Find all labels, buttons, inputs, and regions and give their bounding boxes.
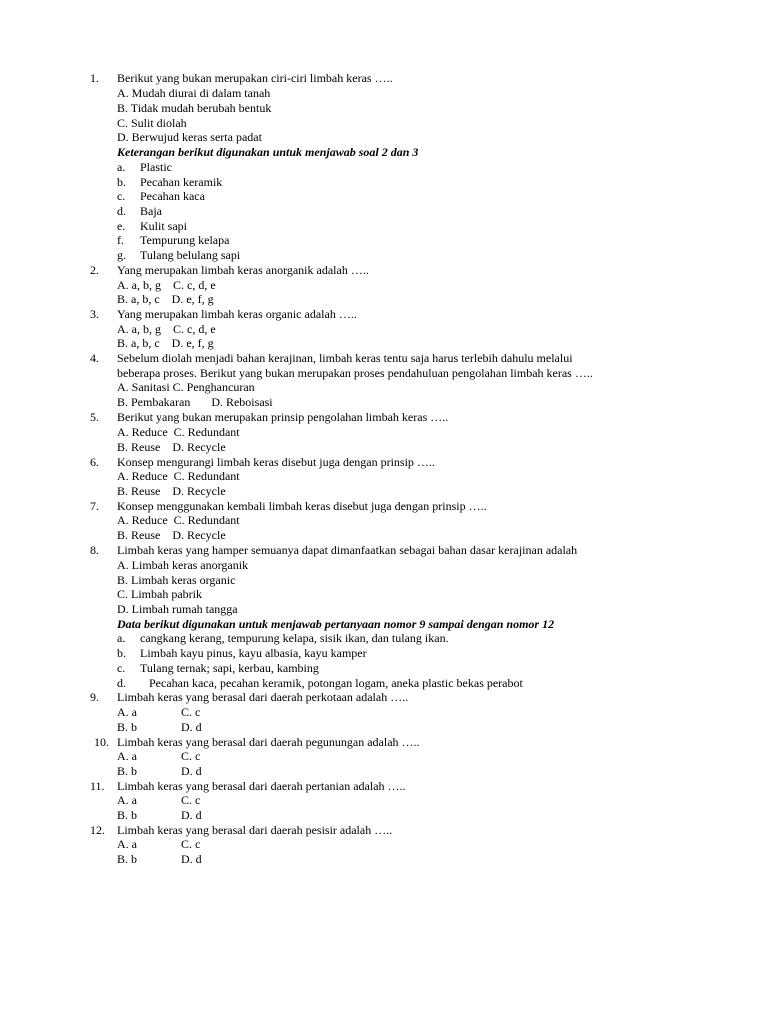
question-9-option-b: B. b	[117, 720, 138, 734]
list2-item-label: a.	[117, 631, 126, 645]
question-11-number: 11.	[90, 779, 105, 793]
question-10-option-a: A. a	[117, 749, 137, 763]
question-2-options-row-1: A. a, b, g C. c, d, e	[117, 278, 216, 292]
instruction-note-1: Keterangan berikut digunakan untuk menjawab soal 2 dan 3	[117, 145, 419, 159]
question-5-options-row-1: A. Reduce C. Redundant	[117, 425, 240, 439]
question-8-option-d: D. Limbah rumah tangga	[117, 602, 238, 616]
list1-item-label: c.	[117, 189, 126, 203]
question-7-options-row-2: B. Reuse D. Recycle	[117, 528, 226, 542]
question-12-option-b: B. b	[117, 852, 138, 866]
question-10-option-b: B. b	[117, 764, 138, 778]
question-9-option-d: D. d	[181, 720, 202, 734]
question-3-number: 3.	[90, 307, 99, 321]
question-11-option-c: C. c	[181, 793, 201, 807]
question-2-text: Yang merupakan limbah keras anorganik adalah …..	[117, 263, 369, 277]
question-11-text: Limbah keras yang berasal dari daerah pertanian adalah …..	[117, 779, 406, 793]
question-5-options-row-2: B. Reuse D. Recycle	[117, 440, 226, 454]
question-4-text: Sebelum diolah menjadi bahan kerajinan, limbah keras tentu saja harus terlebih dahulu melalui	[117, 351, 573, 365]
list1-item-label: d.	[117, 204, 126, 218]
question-8-option-c: C. Limbah pabrik	[117, 587, 202, 601]
question-8-option-a: A. Limbah keras anorganik	[117, 558, 249, 572]
list2-item-text: Limbah kayu pinus, kayu albasia, kayu kamper	[140, 646, 367, 660]
question-3-options-row-1: A. a, b, g C. c, d, e	[117, 322, 216, 336]
question-12-option-c: C. c	[181, 837, 201, 851]
question-9-option-c: C. c	[181, 705, 201, 719]
list1-item-label: b.	[117, 175, 126, 189]
question-11-option-a: A. a	[117, 793, 137, 807]
list1-item-text: Tempurung kelapa	[140, 233, 230, 247]
list1-item-label: a.	[117, 160, 126, 174]
question-10-option-d: D. d	[181, 764, 202, 778]
list1-item-text: Baja	[140, 204, 162, 218]
question-8-text: Limbah keras yang hamper semuanya dapat dimanfaatkan sebagai bahan dasar kerajinan adalah	[117, 543, 578, 557]
question-6-text: Konsep mengurangi limbah keras disebut juga dengan prinsip …..	[117, 455, 435, 469]
question-11-option-d: D. d	[181, 808, 202, 822]
question-10-number: 10.	[94, 735, 109, 749]
question-12-text: Limbah keras yang berasal dari daerah pesisir adalah …..	[117, 823, 393, 837]
question-5-text: Berikut yang bukan merupakan prinsip pengolahan limbah keras …..	[117, 410, 449, 424]
question-4-number: 4.	[90, 351, 99, 365]
question-12-number: 12.	[90, 823, 105, 837]
question-1-option-c: C. Sulit diolah	[117, 116, 187, 130]
question-2-number: 2.	[90, 263, 99, 277]
question-1-text: Berikut yang bukan merupakan ciri-ciri limbah keras …..	[117, 71, 393, 85]
question-7-options-row-1: A. Reduce C. Redundant	[117, 513, 240, 527]
list1-item-label: e.	[117, 219, 126, 233]
question-7-text: Konsep menggunakan kembali limbah keras disebut juga dengan prinsip …..	[117, 499, 487, 513]
question-4-text-continued: beberapa proses. Berikut yang bukan merupakan proses pendahuluan pengolahan limbah keras …..	[117, 366, 593, 380]
question-3-text: Yang merupakan limbah keras organic adalah …..	[117, 307, 357, 321]
question-12-option-d: D. d	[181, 852, 202, 866]
question-12-option-a: A. a	[117, 837, 137, 851]
question-10-text: Limbah keras yang berasal dari daerah pegunungan adalah …..	[117, 735, 420, 749]
list1-item-text: Plastic	[140, 160, 172, 174]
instruction-note-2: Data berikut digunakan untuk menjawab pertanyaan nomor 9 sampai dengan nomor 12	[117, 617, 555, 631]
question-9-option-a: A. a	[117, 705, 137, 719]
question-6-number: 6.	[90, 455, 99, 469]
question-5-number: 5.	[90, 410, 99, 424]
list1-item-label: f.	[117, 233, 124, 247]
question-6-options-row-2: B. Reuse D. Recycle	[117, 484, 226, 498]
question-2-options-row-2: B. a, b, c D. e, f, g	[117, 292, 214, 306]
question-1-option-a: A. Mudah diurai di dalam tanah	[117, 86, 271, 100]
list1-item-text: Pecahan kaca	[140, 189, 205, 203]
question-1-option-d: D. Berwujud keras serta padat	[117, 130, 262, 144]
question-11-option-b: B. b	[117, 808, 138, 822]
list2-item-label: c.	[117, 661, 126, 675]
question-1-number: 1.	[90, 71, 99, 85]
list2-item-label: b.	[117, 646, 126, 660]
question-10-option-c: C. c	[181, 749, 201, 763]
list2-item-text: Pecahan kaca, pecahan keramik, potongan logam, aneka plastic bekas perabot	[140, 676, 523, 690]
question-7-number: 7.	[90, 499, 99, 513]
question-4-options-row-2: B. Pembakaran D. Reboisasi	[117, 395, 273, 409]
question-8-option-b: B. Limbah keras organic	[117, 573, 236, 587]
question-9-number: 9.	[90, 690, 99, 704]
list2-item-text: cangkang kerang, tempurung kelapa, sisik ikan, dan tulang ikan.	[140, 631, 449, 645]
question-9-text: Limbah keras yang berasal dari daerah perkotaan adalah …..	[117, 690, 409, 704]
list1-item-text: Pecahan keramik	[140, 175, 223, 189]
question-8-number: 8.	[90, 543, 99, 557]
question-3-options-row-2: B. a, b, c D. e, f, g	[117, 336, 214, 350]
question-4-options-row-1: A. Sanitasi C. Penghancuran	[117, 380, 255, 394]
question-6-options-row-1: A. Reduce C. Redundant	[117, 469, 240, 483]
list2-item-text: Tulang ternak; sapi, kerbau, kambing	[140, 661, 319, 675]
list2-item-label: d.	[117, 676, 126, 690]
list1-item-text: Tulang belulang sapi	[140, 248, 241, 262]
question-1-option-b: B. Tidak mudah berubah bentuk	[117, 101, 272, 115]
list1-item-label: g.	[117, 248, 126, 262]
list1-item-text: Kulit sapi	[140, 219, 187, 233]
